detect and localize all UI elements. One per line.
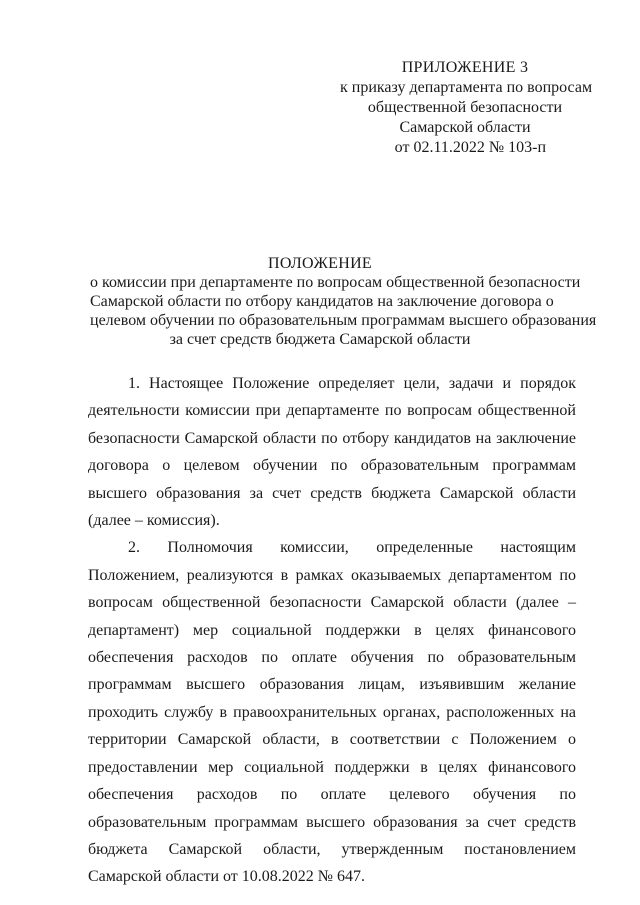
appendix-date-number: от 02.11.2022 № 103-п bbox=[394, 139, 546, 156]
paragraph-1: 1. Настоящее Положение определяет цели, задачи и порядок деятельности комиссии при департаменте по вопросам общественной безопасности Самарской области по отбору кандидатов на заключение договора о целевом обучении по образовательным программам высшего образования за счет средств бюджета Самарской области (далее – комиссия). bbox=[88, 375, 576, 530]
appendix-block bbox=[340, 58, 593, 158]
appendix-line: общественной безопасности bbox=[367, 99, 563, 116]
document-subtitle-line: Самарской области по отбору кандидатов на заключение договора о bbox=[90, 293, 554, 310]
document-title: ПОЛОЖЕНИЕ bbox=[267, 255, 372, 272]
document-body bbox=[88, 370, 576, 891]
paragraph-2: 2. Полномочия комиссии, определенные настоящим Положением, реализуются в рамках оказываемых департаментом по вопросам общественной безопасности Самарской области (далее – департамент) мер социальной поддержки в целях финансового обеспечения расходов по оплате обучения по образовательным программам высшего образования лицам, изъявившим желание проходить службу в правоохранительных органах, расположенных на территории Самарской области, в соответствии с Положением о предоставлении мер социальной поддержки в целях финансового обеспечения расходов по оплате целевого обучения по образовательным программам высшего образования за счет средств бюджета Самарской области, утвержденным постановлением Самарской области от 10.08.2022 № 647. bbox=[88, 539, 576, 886]
document-heading bbox=[90, 254, 597, 349]
appendix-line: к приказу департамента по вопросам bbox=[340, 79, 593, 96]
appendix-title: ПРИЛОЖЕНИЕ 3 bbox=[401, 59, 529, 76]
document-subtitle-line: о комиссии при департаменте по вопросам общественной безопасности bbox=[90, 274, 581, 291]
appendix-line: Самарской области bbox=[399, 119, 531, 136]
document-subtitle-line: за счет средств бюджета Самарской области bbox=[169, 331, 471, 348]
document-subtitle-line: целевом обучении по образовательным программам высшего образования bbox=[90, 312, 597, 329]
